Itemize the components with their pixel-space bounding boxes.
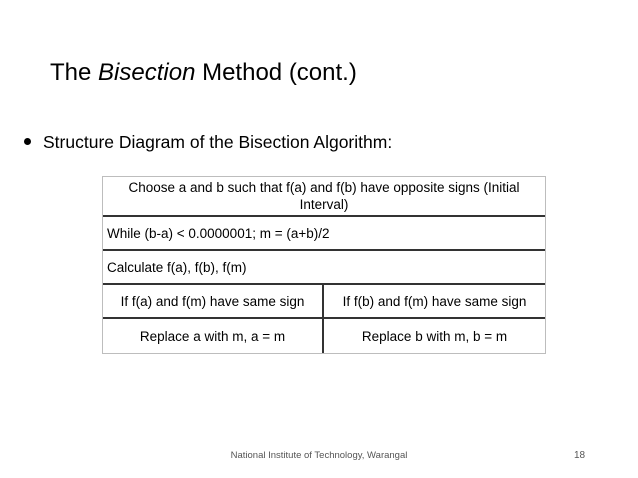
title-prefix: The [50, 59, 92, 86]
diagram-cell-loop: While (b-a) < 0.0000001; m = (a+b)/2 [107, 225, 330, 241]
page-number: 18 [574, 450, 586, 461]
diagram-row-actions [103, 319, 545, 353]
diagram-cell-left-action: Replace a with m, a = m [103, 319, 324, 353]
footer-institution: National Institute of Technology, Warangal [230, 450, 408, 461]
diagram-row-loop [103, 217, 545, 251]
diagram-cell-right-condition: If f(b) and f(m) have same sign [342, 293, 527, 309]
diagram-cell-right-action: Replace b with m, b = m [361, 328, 508, 344]
diagram-row-init [103, 177, 545, 217]
bullet-icon [24, 138, 31, 145]
bullet-item [24, 130, 392, 154]
bullet-text: Structure Diagram of the Bisection Algorithm: [43, 132, 393, 152]
diagram-cell-left-condition: If f(a) and f(m) have same sign [103, 285, 324, 317]
title-suffix: Method (cont.) [202, 59, 357, 86]
structure-diagram [102, 176, 546, 354]
diagram-cell-init: Choose a and b such that f(a) and f(b) have opposite signs (Initial Interval) [128, 180, 520, 212]
slide-title [50, 58, 357, 88]
title-emphasis: Bisection [98, 59, 196, 86]
diagram-row-conditions [103, 285, 545, 319]
diagram-cell-calc: Calculate f(a), f(b), f(m) [107, 259, 247, 275]
diagram-row-calc [103, 251, 545, 285]
